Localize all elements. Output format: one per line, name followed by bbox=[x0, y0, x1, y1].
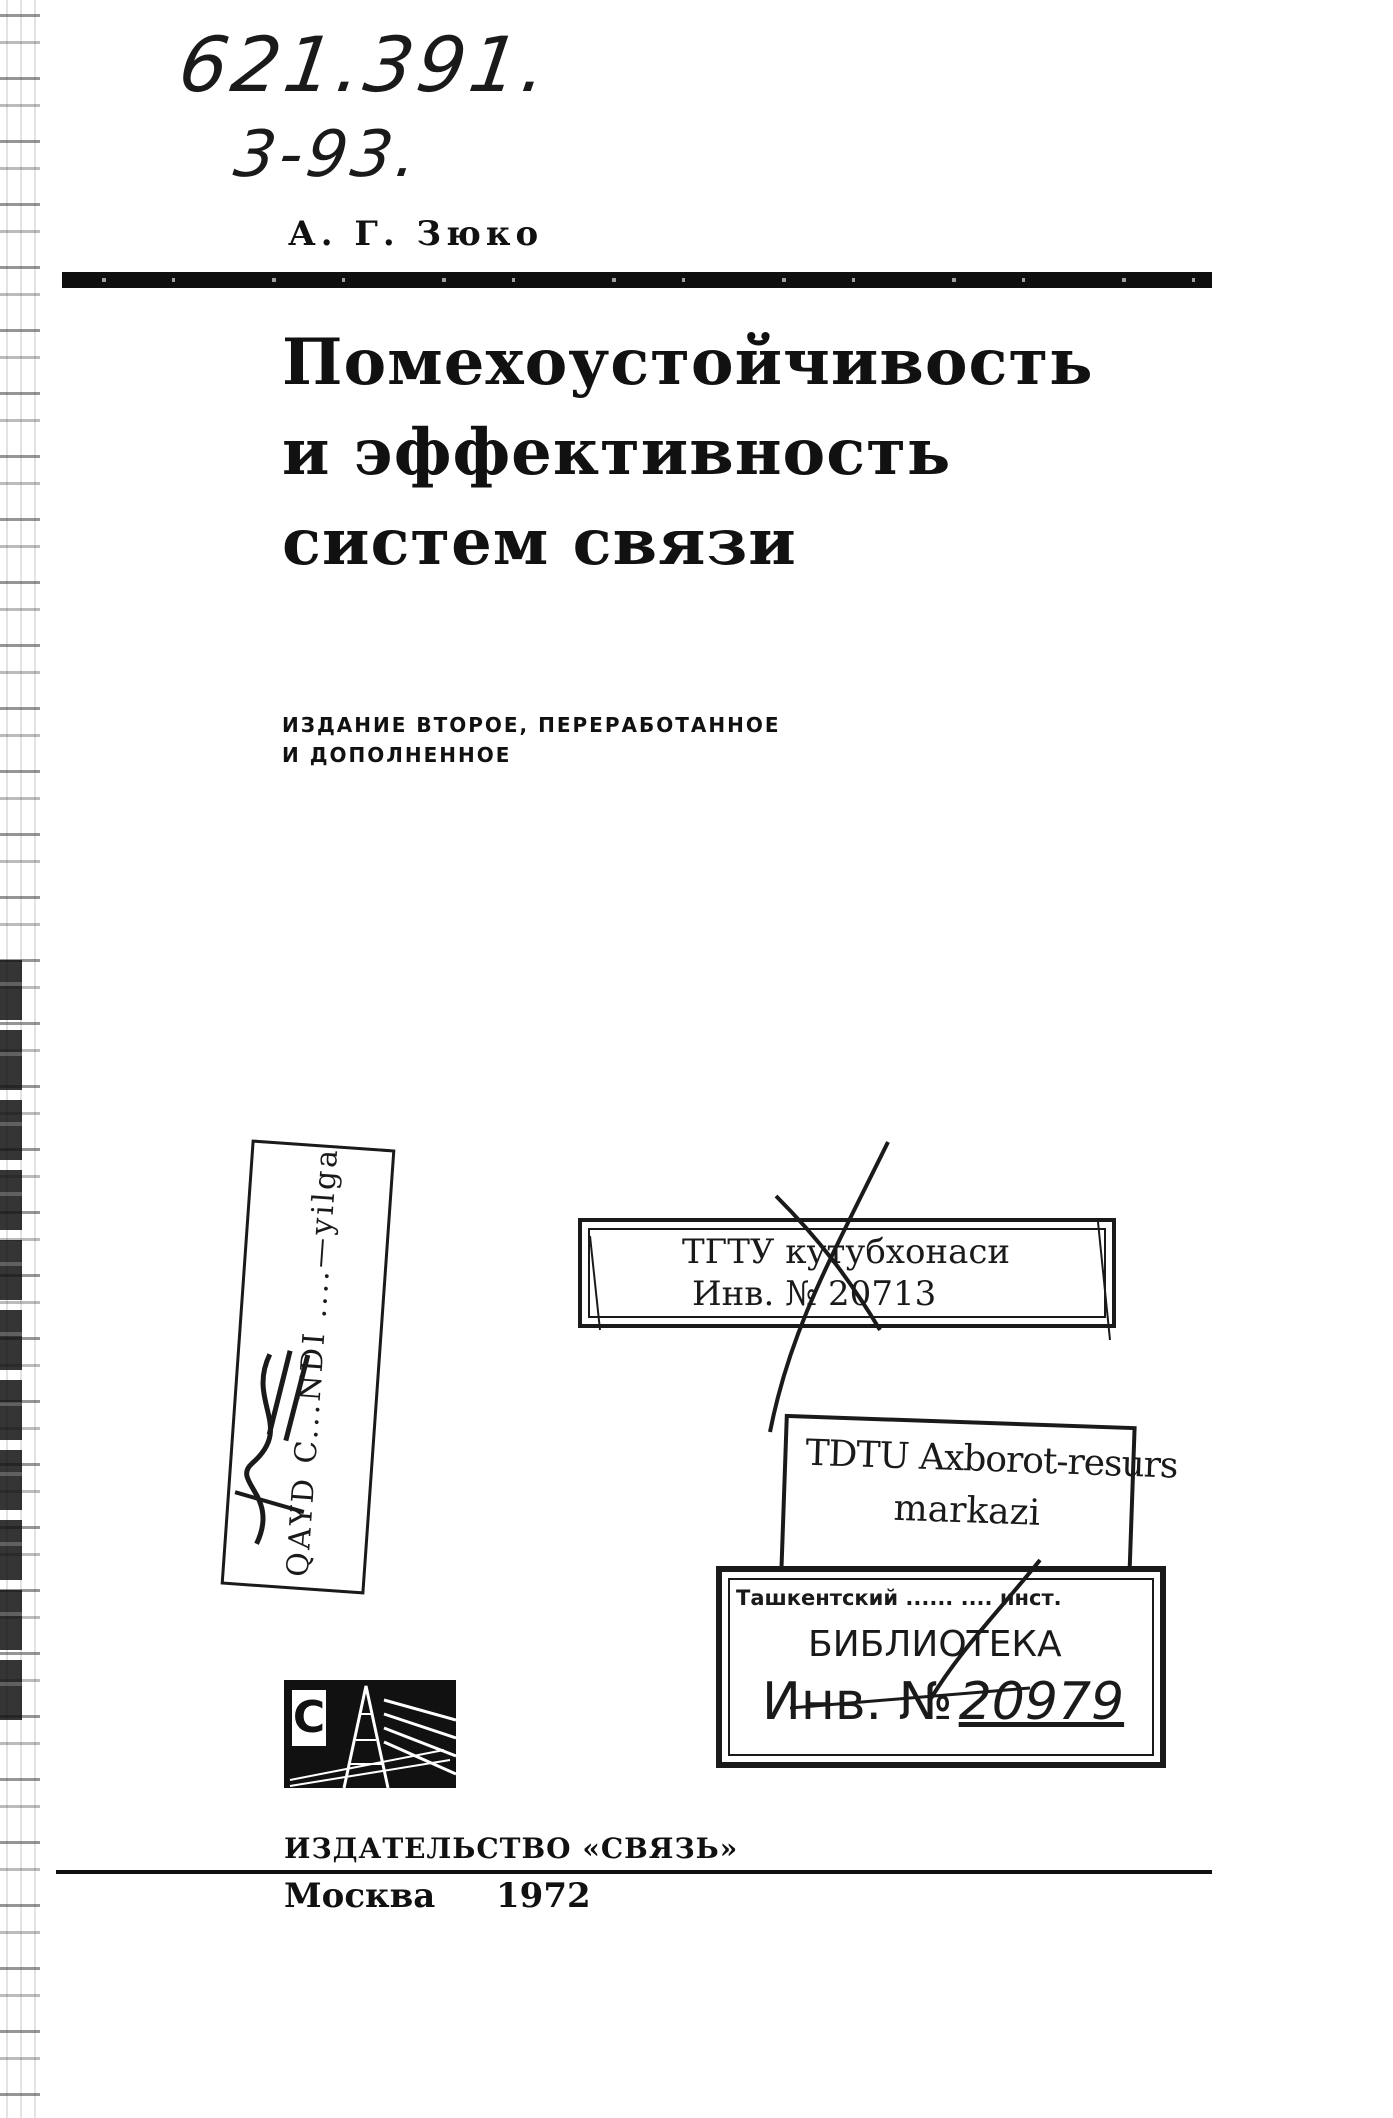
tdtu-stamp-line-2: markazi bbox=[892, 1487, 1041, 1534]
publisher-logo bbox=[284, 1680, 456, 1788]
tgtu-stamp-line-1: ТГТУ кутубхонаси bbox=[682, 1232, 1011, 1272]
scan-binding-shadow bbox=[0, 960, 22, 1720]
edition-line-1: ИЗДАНИЕ ВТОРОЕ, ПЕРЕРАБОТАННОЕ bbox=[282, 713, 781, 737]
title-line-3: систем связи bbox=[282, 505, 797, 580]
library-stamp-line-1: Ташкентский ...... .... инст. bbox=[736, 1586, 1062, 1610]
handwritten-call-number: 621.391. bbox=[173, 20, 557, 109]
tgtu-library-stamp bbox=[578, 1218, 1116, 1328]
top-rule bbox=[62, 272, 1212, 288]
radio-tower-icon bbox=[284, 1680, 456, 1788]
tashkent-library-stamp bbox=[716, 1566, 1166, 1768]
book-title bbox=[282, 318, 1094, 588]
bottom-rule bbox=[56, 1870, 1212, 1874]
tgtu-stamp-line-2: Инв. № 20713 bbox=[692, 1274, 937, 1314]
title-line-2: и эффективность bbox=[282, 415, 952, 490]
inventory-label: Инв. № bbox=[762, 1672, 953, 1732]
registration-stamp-text: QAYD C...NDI ....—yilga bbox=[280, 1145, 346, 1579]
publisher-name: ИЗДАТЕЛЬСТВО «СВЯЗЬ» bbox=[284, 1832, 739, 1865]
library-stamp-line-3 bbox=[762, 1672, 1124, 1732]
publication-year: 1972 bbox=[496, 1876, 591, 1916]
edition-note bbox=[282, 710, 780, 770]
publisher-logo-letter: С bbox=[292, 1690, 326, 1746]
publication-city: Москва bbox=[284, 1876, 436, 1916]
inventory-number: 20979 bbox=[958, 1672, 1125, 1732]
handwritten-author-mark: 3-93. bbox=[229, 118, 426, 192]
library-stamp-line-2: БИБЛИОТЕКА bbox=[808, 1624, 1062, 1665]
author-name: А. Г. Зюко bbox=[288, 214, 544, 254]
title-line-1: Помехоустойчивость bbox=[282, 325, 1094, 400]
registration-stamp bbox=[221, 1140, 396, 1595]
tdtu-stamp-line-1: TDTU Axborot-resurs bbox=[804, 1432, 1179, 1487]
handwritten-scribble bbox=[216, 1342, 330, 1558]
tdtu-resource-stamp bbox=[779, 1414, 1179, 1584]
edition-line-2: И ДОПОЛНЕННОЕ bbox=[282, 743, 512, 767]
